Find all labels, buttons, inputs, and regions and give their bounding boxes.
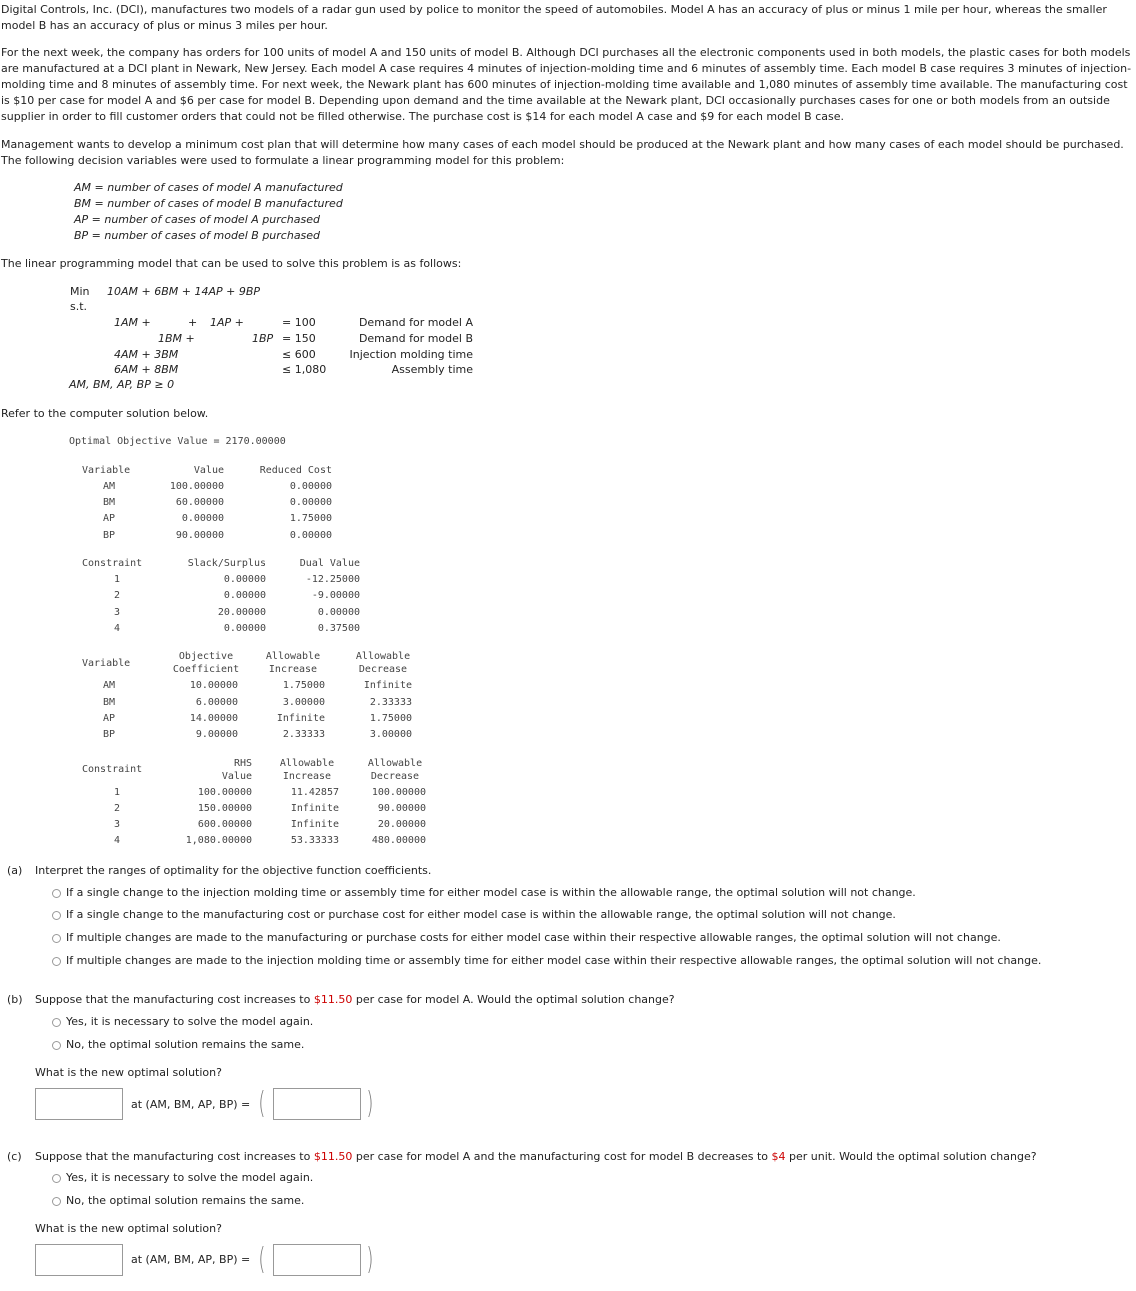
question-b-cost-value: $11.50 — [313, 993, 353, 1006]
var-header-reduced-cost: Reduced Cost — [259, 465, 332, 476]
st-label: s.t. — [70, 300, 88, 313]
con-name: 1 — [114, 574, 121, 585]
rhs-range-dec: 20.00000 — [377, 819, 426, 830]
option-label: If a single change to the manufacturing cost or purchase cost for either model case is within the allowable range, the optimal solution will not change. — [66, 908, 896, 921]
c1-rhs: = 100 — [282, 316, 316, 329]
question-b-at-label: at (AM, BM, AP, BP) = — [131, 1098, 251, 1111]
rhs-header-rhs-2: Value — [221, 771, 252, 782]
non-negativity: AM, BM, AP, BP ≥ 0 — [69, 378, 175, 391]
question-c-cost-b: $4 — [771, 1150, 786, 1163]
rhs-range-value: 1,080.00000 — [185, 835, 252, 846]
question-c-cost-input[interactable] — [35, 1244, 123, 1276]
obj-range-coef: 6.00000 — [195, 697, 238, 708]
c2-rhs: = 150 — [282, 332, 316, 345]
radio-button[interactable] — [52, 1018, 61, 1027]
rhs-range-inc: 53.33333 — [290, 835, 339, 846]
obj-range-dec: 3.00000 — [369, 729, 412, 740]
var-value: 0.00000 — [181, 513, 224, 524]
obj-range-name: AM — [103, 680, 116, 691]
con-name: 3 — [114, 607, 121, 618]
obj-range-coef: 10.00000 — [189, 680, 238, 691]
rhs-range-dec: 480.00000 — [371, 835, 426, 846]
question-b-cost-input[interactable] — [35, 1088, 123, 1120]
var-reduced-cost: 0.00000 — [289, 497, 332, 508]
c3-rhs: ≤ 600 — [282, 348, 316, 361]
question-b-solution-input[interactable] — [273, 1088, 361, 1120]
question-c-text-mid: per case for model A and the manufacturing cost for model B decreases to — [352, 1150, 772, 1163]
question-c-text-pre: Suppose that the manufacturing cost increases to — [35, 1150, 314, 1163]
c3-lhs: 4AM + 3BM — [114, 348, 179, 361]
var-def-am: AM = number of cases of model A manufactured — [74, 181, 343, 194]
rhs-range-dec: 100.00000 — [371, 787, 426, 798]
question-b-label: (b) — [7, 993, 23, 1006]
var-header-value: Value — [193, 465, 224, 476]
option-label: If a single change to the injection molding time or assembly time for either model case is within the allowable range, the optimal solution will not change. — [66, 886, 916, 899]
con-dual: -9.00000 — [311, 590, 360, 601]
var-name: AM — [103, 481, 116, 492]
c1-am: 1AM + — [114, 316, 151, 329]
obj-range-dec: 1.75000 — [369, 713, 412, 724]
radio-button[interactable] — [52, 911, 61, 920]
c3-desc: Injection molding time — [349, 348, 473, 361]
obj-header-inc-2: Increase — [268, 664, 318, 675]
radio-button[interactable] — [52, 934, 61, 943]
rhs-header-inc-2: Increase — [282, 771, 332, 782]
question-c-text-post: per unit. Would the optimal solution change? — [785, 1150, 1037, 1163]
close-paren-icon: ) — [366, 1086, 374, 1121]
var-header-variable: Variable — [82, 465, 131, 476]
c4-lhs: 6AM + 8BM — [114, 363, 179, 376]
rhs-header-dec-2: Decrease — [370, 771, 420, 782]
rhs-range-name: 2 — [114, 803, 121, 814]
obj-range-dec: 2.33333 — [369, 697, 412, 708]
question-a-text: Interpret the ranges of optimality for the objective function coefficients. — [35, 864, 432, 877]
question-c-text — [35, 1150, 1037, 1163]
min-label: Min — [70, 285, 90, 298]
question-b-text — [35, 993, 675, 1006]
option-label: No, the optimal solution remains the same. — [66, 1038, 305, 1051]
radio-button[interactable] — [52, 889, 61, 898]
rhs-header-constraint: Constraint — [82, 764, 143, 775]
con-header-constraint: Constraint — [82, 558, 143, 569]
con-slack: 0.00000 — [223, 590, 266, 601]
refer-text: Refer to the computer solution below. — [1, 407, 209, 420]
c1-ap: 1AP + — [210, 316, 244, 329]
var-value: 100.00000 — [169, 481, 224, 492]
obj-range-name: AP — [103, 713, 116, 724]
var-name: AP — [103, 513, 116, 524]
obj-range-name: BM — [103, 697, 116, 708]
question-b-new-solution-label: What is the new optimal solution? — [35, 1066, 222, 1079]
var-def-bp: BP = number of cases of model B purchased — [74, 229, 321, 242]
objective-function: 10AM + 6BM + 14AP + 9BP — [107, 285, 261, 298]
intro-paragraph-2: For the next week, the company has orders for 100 units of model A and 150 units of model B. Although DCI purchases all the electronic components used in both models, the plastic cases for both models are manufactured at a DCI plant in Newark, New Jersey. Each model A case requires 4 minutes of injection-molding time and 6 minutes of assembly time. Each model B case requires 3 minutes of injection-molding time and 8 minutes of assembly time. For next week, the Newark plant has 600 minutes of injection-molding time available and 1,080 minutes of assembly time available. The manufacturing cost is $10 per case for model A and $6 per case for model B. Depending upon demand and the time available at the Newark plant, DCI occasionally purchases cases for one or both models from an outside supplier in order to fill customer orders that could not be filled otherwise. The purchase cost is $14 for each model A case and $9 for each model B case. — [1, 46, 1132, 123]
rhs-range-inc: Infinite — [290, 819, 339, 830]
obj-header-dec-1: Allowable — [355, 651, 411, 662]
con-dual: 0.00000 — [317, 607, 360, 618]
obj-header-inc-1: Allowable — [265, 651, 321, 662]
question-c-new-solution-label: What is the new optimal solution? — [35, 1222, 222, 1235]
intro-paragraph-1: Digital Controls, Inc. (DCI), manufactures two models of a radar gun used by police to monitor the speed of automobiles. Model A has an accuracy of plus or minus 1 mile per hour, whereas the smaller model B has an accuracy of plus or minus 3 miles per hour. — [1, 3, 1107, 32]
con-slack: 0.00000 — [223, 574, 266, 585]
rhs-header-inc-1: Allowable — [279, 758, 335, 769]
rhs-range-inc: 11.42857 — [290, 787, 339, 798]
rhs-range-value: 600.00000 — [197, 819, 252, 830]
rhs-range-name: 4 — [114, 835, 121, 846]
obj-range-inc: 2.33333 — [282, 729, 325, 740]
question-c-solution-input[interactable] — [273, 1244, 361, 1276]
lp-intro: The linear programming model that can be used to solve this problem is as follows: — [1, 257, 462, 270]
con-dual: -12.25000 — [305, 574, 360, 585]
obj-header-coef-2: Coefficient — [172, 664, 240, 675]
var-reduced-cost: 1.75000 — [289, 513, 332, 524]
close-paren-icon: ) — [366, 1242, 374, 1277]
question-b-text-pre: Suppose that the manufacturing cost increases to — [35, 993, 314, 1006]
obj-range-dec: Infinite — [363, 680, 412, 691]
obj-range-name: BP — [103, 729, 116, 740]
question-c-label: (c) — [7, 1150, 22, 1163]
var-reduced-cost: 0.00000 — [289, 530, 332, 541]
var-reduced-cost: 0.00000 — [289, 481, 332, 492]
var-def-ap: AP = number of cases of model A purchased — [74, 213, 320, 226]
intro-paragraph-3: Management wants to develop a minimum cost plan that will determine how many cases of each model should be produced at the Newark plant and how many cases of each model should be purchased. The following decision variables were used to formulate a linear programming model for this problem: — [1, 138, 1124, 167]
obj-range-coef: 14.00000 — [189, 713, 238, 724]
option-label: If multiple changes are made to the manufacturing or purchase costs for either model case within their respective allowable ranges, the optimal solution will not change. — [66, 931, 1001, 944]
var-def-bm: BM = number of cases of model B manufactured — [74, 197, 343, 210]
question-c-at-label: at (AM, BM, AP, BP) = — [131, 1253, 251, 1266]
option-label: Yes, it is necessary to solve the model again. — [66, 1171, 314, 1184]
c4-rhs: ≤ 1,080 — [282, 363, 327, 376]
radio-button[interactable] — [52, 1041, 61, 1050]
con-slack: 0.00000 — [223, 623, 266, 634]
obj-range-inc: 1.75000 — [282, 680, 325, 691]
option-label: If multiple changes are made to the injection molding time or assembly time for either model case within their respective allowable ranges, the optimal solution will not change. — [66, 954, 1042, 967]
rhs-header-dec-1: Allowable — [367, 758, 423, 769]
con-name: 4 — [114, 623, 121, 634]
open-paren-icon: ( — [258, 1086, 266, 1121]
obj-range-inc: Infinite — [276, 713, 325, 724]
rhs-range-inc: Infinite — [290, 803, 339, 814]
optimal-objective-value: Optimal Objective Value = 2170.00000 — [69, 436, 286, 447]
c1-plus: + — [188, 316, 198, 329]
con-slack: 20.00000 — [217, 607, 266, 618]
var-value: 90.00000 — [175, 530, 224, 541]
con-name: 2 — [114, 590, 121, 601]
rhs-header-rhs-1: RHS — [233, 758, 252, 769]
rhs-range-value: 150.00000 — [197, 803, 252, 814]
c2-desc: Demand for model B — [358, 332, 473, 345]
question-a-label: (a) — [7, 864, 23, 877]
obj-range-inc: 3.00000 — [282, 697, 325, 708]
radio-button[interactable] — [52, 1174, 61, 1183]
radio-button[interactable] — [52, 957, 61, 966]
rhs-range-name: 1 — [114, 787, 121, 798]
option-label: No, the optimal solution remains the same. — [66, 1194, 305, 1207]
con-header-slack: Slack/Surplus — [187, 558, 266, 569]
c1-desc: Demand for model A — [358, 316, 473, 329]
question-b-text-post: per case for model A. Would the optimal solution change? — [352, 993, 675, 1006]
obj-range-coef: 9.00000 — [195, 729, 238, 740]
obj-header-dec-2: Decrease — [358, 664, 408, 675]
c2-bm: 1BM + — [158, 332, 195, 345]
con-dual: 0.37500 — [317, 623, 360, 634]
c4-desc: Assembly time — [391, 363, 473, 376]
var-name: BP — [103, 530, 116, 541]
obj-header-coef-1: Objective — [178, 651, 234, 662]
con-header-dual: Dual Value — [299, 558, 360, 569]
var-name: BM — [103, 497, 116, 508]
open-paren-icon: ( — [258, 1242, 266, 1277]
radio-button[interactable] — [52, 1197, 61, 1206]
rhs-range-dec: 90.00000 — [377, 803, 426, 814]
rhs-range-name: 3 — [114, 819, 121, 830]
var-value: 60.00000 — [175, 497, 224, 508]
obj-header-variable: Variable — [82, 658, 131, 669]
c2-bp: 1BP — [252, 332, 274, 345]
rhs-range-value: 100.00000 — [197, 787, 252, 798]
option-label: Yes, it is necessary to solve the model again. — [66, 1015, 314, 1028]
question-c-cost-a: $11.50 — [313, 1150, 353, 1163]
